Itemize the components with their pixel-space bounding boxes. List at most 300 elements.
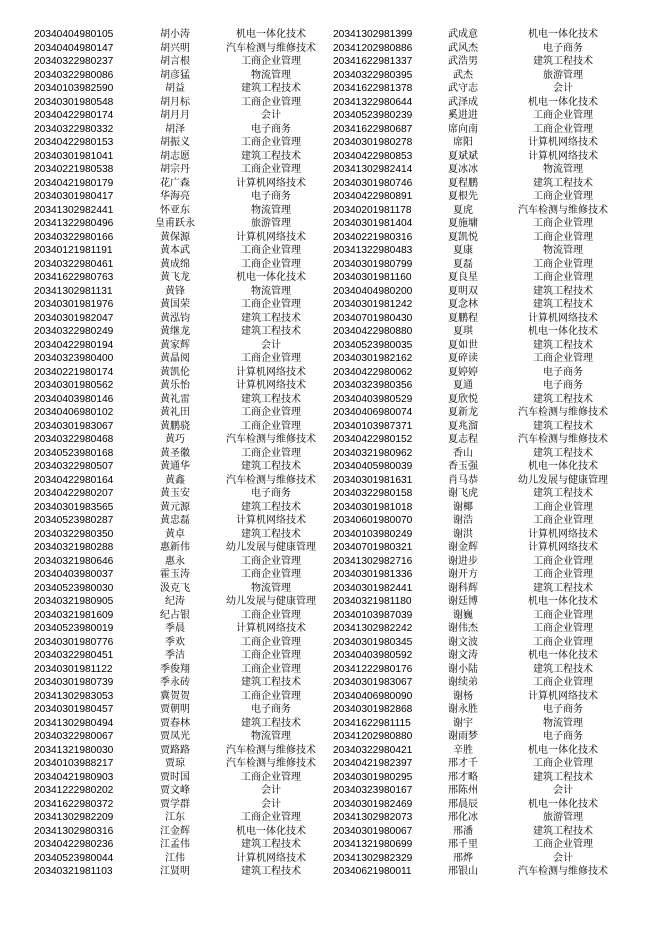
student-id: 20340422980853 [333,150,413,162]
student-row [333,352,633,366]
student-id: 20340301980295 [333,771,413,783]
student-name: 武浩男 [448,56,478,67]
student-major: 建筑工程技术 [533,299,593,310]
student-row [333,177,633,191]
student-row [333,82,633,96]
student-row [34,325,334,339]
student-row [333,865,633,879]
student-name: 花广森 [160,177,190,189]
student-id: 20340321980646 [34,555,114,567]
student-row [34,622,334,636]
student-id: 20340103988217 [34,758,114,769]
student-id: 20340201981178 [333,204,412,216]
student-major: 计算机网络技术 [236,623,306,634]
student-row [333,109,633,123]
student-major: 物流管理 [251,204,291,216]
student-name: 席向南 [448,123,478,135]
student-name: 黄圣徽 [160,447,190,459]
student-major: 工商企业管理 [241,164,301,175]
student-id: 20341322980496 [34,218,114,229]
student-row [333,42,633,56]
student-major: 建筑工程技术 [241,312,301,324]
student-row [34,339,334,353]
student-name: 贾朝明 [160,704,190,715]
student-id: 20340701980321 [333,542,413,553]
student-name: 胡月月 [160,110,190,121]
student-major: 计算机网络技术 [528,150,598,162]
student-row [34,379,334,393]
student-row [34,514,334,528]
student-id: 20341222980202 [34,785,114,796]
student-row [34,825,334,839]
student-name: 武成意 [448,29,478,40]
student-name: 谢续弟 [448,677,478,688]
student-row [333,595,633,609]
student-name: 谢金辉 [448,542,478,553]
student-row [34,703,334,717]
student-row [34,352,334,366]
student-major: 建筑工程技术 [241,866,301,877]
student-id: 20340322980086 [34,69,114,81]
student-id: 20340523980287 [34,515,114,526]
student-name: 黄锋 [165,285,185,297]
student-name: 邢化冰 [448,812,478,823]
student-row [34,676,334,690]
student-name: 夏通 [453,380,473,391]
student-row [333,258,633,272]
student-major: 幼儿发展与健康管理 [226,542,316,553]
student-name: 谢浩 [453,515,473,526]
student-name: 黄鹏骁 [160,420,190,432]
student-row [34,258,334,272]
student-major: 会计 [261,339,281,351]
student-name: 胡月标 [160,96,190,108]
student-id: 20340421982397 [333,758,413,769]
student-id: 20340321980288 [34,542,114,553]
student-major: 会计 [261,785,281,796]
student-id: 20340103982590 [34,83,114,94]
student-id: 20341302982414 [333,164,413,175]
student-major: 电子商务 [251,191,291,202]
student-major: 机电一体化技术 [528,326,598,337]
student-name: 江贤明 [160,866,190,877]
student-major: 工商企业管理 [241,555,301,567]
student-row [34,244,334,258]
student-row [333,649,633,663]
student-row [333,811,633,825]
student-name: 黄忠磊 [160,515,190,526]
student-id: 20340421980179 [34,177,114,189]
student-row [333,55,633,69]
student-name: 邢陈州 [448,785,478,796]
student-id: 20340301982162 [333,353,413,364]
student-id: 20341321980030 [34,744,114,756]
student-name: 谢廷博 [448,596,478,607]
student-row [34,528,334,542]
student-major: 建筑工程技术 [241,83,301,94]
student-id: 20341622981378 [333,83,413,94]
student-id: 20340221980316 [333,231,413,243]
student-row [333,406,633,420]
student-id: 20340301980562 [34,380,114,391]
student-id: 20340322980067 [34,731,114,742]
student-row [34,636,334,650]
student-row [34,690,334,704]
student-name: 冀贺贺 [160,690,190,702]
student-id: 20340322980451 [34,650,114,661]
student-id: 20340301980746 [333,177,413,189]
student-row [333,69,633,83]
student-name: 谢文涛 [448,650,478,661]
student-row [333,28,633,42]
student-row [333,217,633,231]
student-id: 20340422980880 [333,326,413,337]
student-major: 工商企业管理 [533,636,593,648]
student-row [333,420,633,434]
student-name: 胡益 [165,83,185,94]
student-major: 工商企业管理 [533,609,593,621]
student-name: 惠永 [165,555,185,567]
student-row [34,109,334,123]
student-major: 计算机网络技术 [236,231,306,243]
student-name: 邢潘 [453,825,473,837]
student-name: 黄飞龙 [160,272,190,283]
student-major: 机电一体化技术 [236,272,306,283]
student-row [34,82,334,96]
student-row [34,838,334,852]
student-name: 夏施墉 [448,218,478,229]
student-major: 工商企业管理 [241,690,301,702]
student-row [34,541,334,555]
student-row [34,757,334,771]
student-name: 邢晨辰 [448,798,478,810]
student-major: 机电一体化技术 [528,96,598,108]
student-id: 20341622981337 [333,56,413,67]
student-name: 黄晶阅 [160,353,190,364]
student-major: 建筑工程技术 [241,677,301,688]
student-row [34,474,334,488]
student-id: 20340323980356 [333,380,413,391]
student-major: 汽车检测与维修技术 [226,434,316,445]
student-row [34,231,334,245]
student-id: 20340421980903 [34,771,114,783]
student-id: 20340523980044 [34,852,114,864]
student-id: 20340523980019 [34,623,114,634]
student-id: 20340301980548 [34,96,114,108]
student-id: 20340322980461 [34,258,114,270]
student-id: 20340601980070 [333,515,413,526]
student-major: 机电一体化技术 [528,650,598,661]
student-id: 20340301981018 [333,501,413,513]
student-name: 江东 [165,812,185,823]
student-major: 计算机网络技术 [236,380,306,391]
student-row [34,649,334,663]
student-id: 20340301981242 [333,299,413,310]
student-major: 工商企业管理 [241,812,301,823]
student-name: 邢银山 [448,866,478,877]
student-id: 20340422980194 [34,339,114,351]
student-major: 旅游管理 [251,218,291,229]
student-name: 黄鑫 [165,474,185,486]
student-row [333,244,633,258]
student-major: 会计 [553,785,573,796]
student-major: 建筑工程技术 [241,326,301,337]
student-row [34,150,334,164]
student-name: 黄卓 [165,528,185,540]
student-major: 电子商务 [543,380,583,391]
student-row [34,42,334,56]
student-major: 工商企业管理 [241,299,301,310]
student-major: 计算机网络技术 [236,515,306,526]
student-row [34,285,334,299]
student-id: 20341622980372 [34,798,114,810]
student-name: 华海亮 [160,191,190,202]
student-id: 20340422980152 [333,434,413,445]
student-name: 胡宗丹 [160,164,190,175]
student-id: 20340422980207 [34,488,114,499]
student-id: 20340523980030 [34,582,114,594]
student-id: 20340404980147 [34,42,114,54]
student-id: 20340405980039 [333,461,413,472]
student-id: 20341302982441 [34,204,114,216]
student-name: 谢小陆 [448,663,478,675]
student-id: 20340523980239 [333,110,413,121]
student-id: 20340103987371 [333,420,413,432]
student-id: 20340322980350 [34,528,114,540]
student-row [34,501,334,515]
student-name: 纪涛 [165,596,185,607]
student-id: 20340404980200 [333,285,413,297]
student-name: 夏兆溜 [448,420,478,432]
student-row [333,474,633,488]
student-row [333,271,633,285]
student-id: 20340322980332 [34,123,114,135]
student-major: 幼儿发展与健康管理 [518,474,608,486]
student-row [333,622,633,636]
student-row [34,136,334,150]
student-row [333,825,633,839]
student-id: 20340301983565 [34,501,114,513]
student-row [34,55,334,69]
student-major: 建筑工程技术 [241,150,301,162]
student-row [333,798,633,812]
student-id: 20340322980249 [34,326,114,337]
student-name: 谢文波 [448,636,478,648]
student-row [333,757,633,771]
student-name: 谢雨梦 [448,731,478,742]
student-name: 夏念林 [448,299,478,310]
student-name: 夏良星 [448,272,478,283]
student-id: 20340322980468 [34,434,114,445]
student-row [34,96,334,110]
student-row [34,744,334,758]
student-row [333,784,633,798]
student-major: 汽车检测与维修技术 [518,204,608,216]
student-name: 邢烨 [453,852,473,864]
student-id: 20340422980062 [333,366,413,378]
student-id: 20340403980037 [34,569,114,580]
student-major: 工商企业管理 [241,569,301,580]
student-row [333,204,633,218]
student-id: 20340103980249 [333,528,413,540]
student-name: 贾时国 [160,771,190,783]
student-major: 工商企业管理 [533,231,593,243]
student-major: 建筑工程技术 [533,825,593,837]
student-id: 20340301980067 [333,825,413,837]
student-major: 计算机网络技术 [236,177,306,189]
student-name: 夏婷婷 [448,366,478,378]
student-row [34,406,334,420]
student-row [34,190,334,204]
student-major: 建筑工程技术 [241,528,301,540]
student-major: 会计 [553,852,573,864]
student-major: 物流管理 [251,285,291,297]
student-name: 夏根先 [448,191,478,202]
student-name: 皇甫跃永 [155,218,195,229]
student-id: 20340322980166 [34,231,114,243]
student-row [333,717,633,731]
student-name: 贾春林 [160,717,190,729]
student-major: 建筑工程技术 [533,339,593,351]
student-id: 20341322980644 [333,96,413,108]
student-id: 20340301982469 [333,798,413,810]
student-major: 工商企业管理 [533,258,593,270]
student-row [333,487,633,501]
student-name: 邢才略 [448,771,478,783]
student-major: 计算机网络技术 [236,852,306,864]
student-name: 季俊翔 [160,663,190,675]
student-id: 20340322980158 [333,488,413,499]
student-major: 工商企业管理 [533,218,593,229]
student-name: 汲克飞 [160,582,190,594]
student-row [333,528,633,542]
student-row [34,204,334,218]
student-name: 席阳 [453,137,473,148]
student-id: 20340422980891 [333,191,413,202]
student-major: 电子商务 [251,704,291,715]
student-name: 武泽成 [448,96,478,108]
student-id: 20340301980457 [34,704,114,715]
student-id: 20340221980174 [34,366,114,378]
student-row [34,730,334,744]
student-name: 黄玉安 [160,488,190,499]
student-row [333,393,633,407]
student-name: 黄保源 [160,231,190,243]
student-id: 20340406980102 [34,407,114,418]
student-major: 计算机网络技术 [528,690,598,702]
student-name: 辛胜 [453,744,473,756]
student-name: 谢科辉 [448,582,478,594]
student-name: 谢飞虎 [448,488,478,499]
student-name: 谢巍 [453,609,473,621]
student-id: 20340621980011 [333,866,412,877]
student-name: 武守志 [448,83,478,94]
student-name: 黄凯伦 [160,366,190,378]
student-row [333,730,633,744]
student-major: 机电一体化技术 [528,798,598,810]
student-id: 20341302980316 [34,825,114,837]
student-row [333,838,633,852]
student-major: 电子商务 [543,731,583,742]
student-major: 工商企业管理 [241,258,301,270]
student-name: 胡兴明 [160,42,190,54]
student-name: 谢开方 [448,569,478,580]
student-name: 黄巧 [165,434,185,445]
student-row [333,568,633,582]
student-name: 谢杨 [453,690,473,702]
student-id: 20341302982716 [333,555,413,567]
student-row [34,865,334,879]
student-id: 20340301983067 [34,420,114,432]
student-major: 建筑工程技术 [533,285,593,297]
student-id: 20340301980799 [333,258,413,270]
student-name: 夏明双 [448,285,478,297]
student-row [333,771,633,785]
student-major: 会计 [553,83,573,94]
student-major: 工商企业管理 [533,758,593,769]
student-major: 工商企业管理 [241,771,301,783]
student-major: 工商企业管理 [533,123,593,135]
student-row [333,676,633,690]
student-major: 机电一体化技术 [528,744,598,756]
student-major: 计算机网络技术 [528,528,598,540]
student-major: 汽车检测与维修技术 [226,42,316,54]
student-row [34,271,334,285]
student-major: 建筑工程技术 [533,582,593,594]
student-row [34,312,334,326]
student-name: 谢伟杰 [448,623,478,634]
student-major: 建筑工程技术 [533,393,593,405]
student-id: 20340403980592 [333,650,413,661]
student-id: 20341302981399 [333,29,413,40]
student-major: 工商企业管理 [241,609,301,621]
student-major: 机电一体化技术 [528,29,598,40]
student-name: 黄乐怡 [160,380,190,391]
student-row [34,568,334,582]
student-major: 机电一体化技术 [236,29,306,40]
student-id: 20341302980494 [34,717,114,729]
student-row [333,501,633,515]
student-row [333,460,633,474]
student-major: 工商企业管理 [241,353,301,364]
student-name: 贾学群 [160,798,190,810]
student-name: 黄通华 [160,461,190,472]
student-row [34,487,334,501]
student-name: 夏凯悦 [448,231,478,243]
student-id: 20340422980153 [34,137,114,148]
student-id: 20340404980105 [34,29,114,40]
student-row [333,852,633,866]
student-major: 旅游管理 [543,812,583,823]
student-major: 汽车检测与维修技术 [226,474,316,486]
student-row [34,298,334,312]
student-name: 季欢 [165,636,185,648]
student-name: 夏鹏程 [448,312,478,324]
student-row [34,811,334,825]
student-id: 20340301980417 [34,191,114,202]
student-row [333,163,633,177]
student-id: 20340301981160 [333,272,412,283]
student-id: 20340701980430 [333,312,413,324]
student-id: 20340301982441 [333,582,413,594]
student-row [333,636,633,650]
student-major: 电子商务 [543,366,583,378]
student-id: 20341622980763 [34,272,114,283]
student-major: 工商企业管理 [533,623,593,634]
student-row [333,96,633,110]
student-id: 20341222980176 [333,663,413,675]
student-id: 20340323980400 [34,353,114,364]
